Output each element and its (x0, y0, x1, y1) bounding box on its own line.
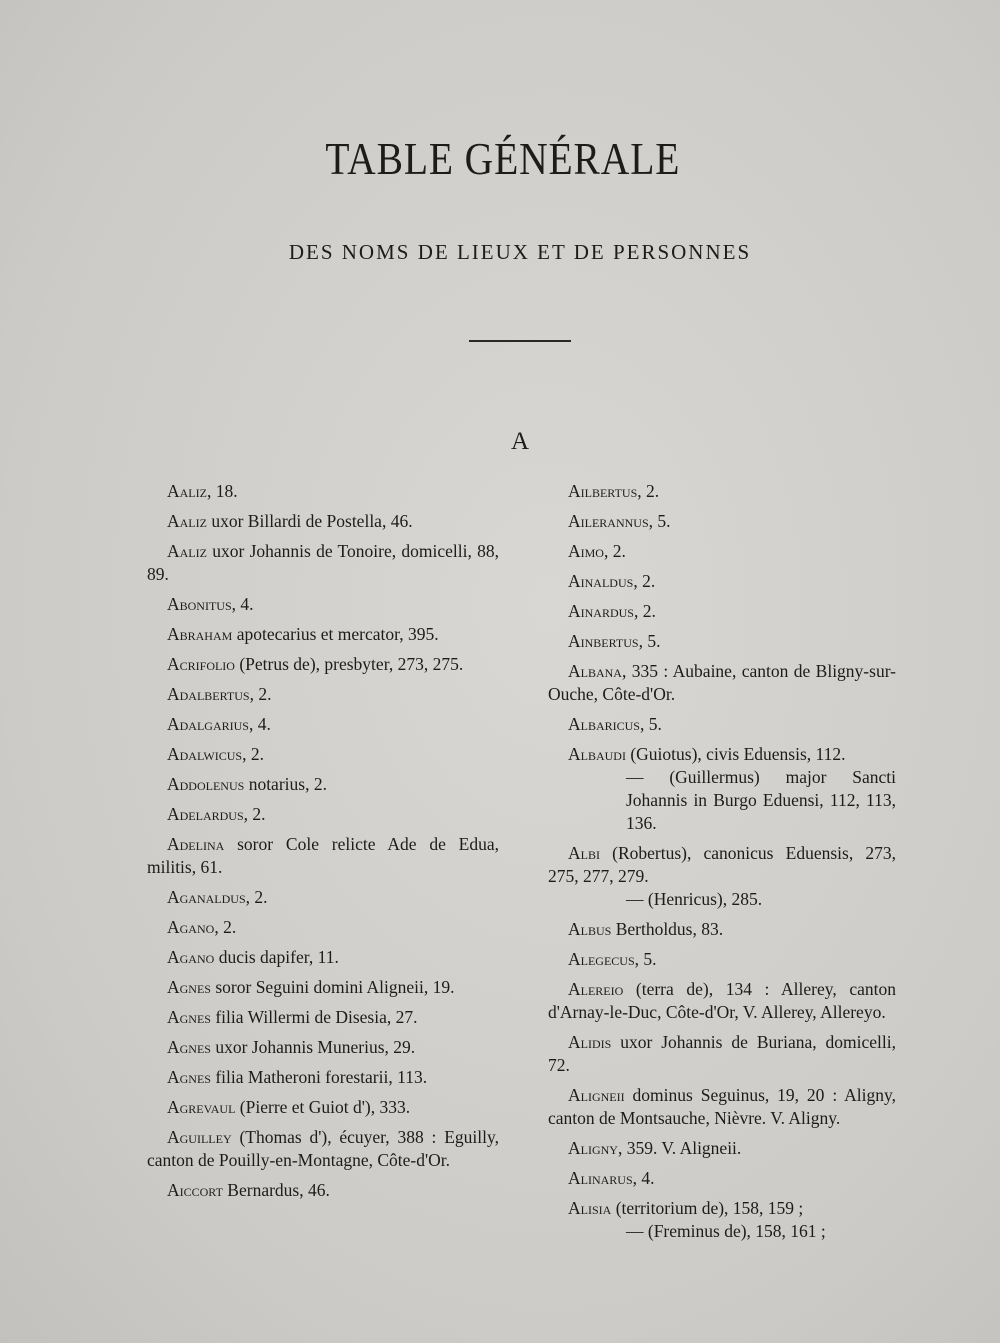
entry-text: (Guiotus), civis Eduensis, 112. (625, 744, 846, 764)
entry-text: , 18. (206, 481, 238, 501)
index-entry (548, 713, 896, 736)
entry-text: (terra de), 134 : Allerey, canton d'Arnay-le-Duc, Côte-d'Or, V. Allerey, Allereyo. (548, 979, 896, 1022)
entry-text: , 4. (632, 1168, 655, 1188)
entry-text: , 2. (633, 601, 656, 621)
entry-text: , 4. (231, 594, 254, 614)
entry-headword: Alisia (568, 1198, 612, 1218)
entry-text: , 5. (639, 714, 662, 734)
entry-text: , 359. V. Aligneii. (617, 1138, 742, 1158)
index-entry (548, 1137, 896, 1160)
entry-text: , 2. (245, 887, 268, 907)
entry-text: (Thomas d'), écuyer, 388 : Eguilly, canton de Pouilly-en-Montagne, Côte-d'Or. (147, 1127, 499, 1170)
entry-text: , 2. (242, 744, 264, 764)
entry-text: filia Willermi de Disesia, 27. (210, 1007, 418, 1027)
index-column-right (548, 480, 896, 1250)
divider-rule (469, 340, 571, 342)
entry-headword: Alegecus (568, 949, 635, 969)
entry-headword: Agnes (167, 977, 211, 997)
entry-headword: Acrifolio (167, 654, 235, 674)
index-entry (147, 1006, 499, 1029)
index-entry (548, 1031, 896, 1077)
section-letter: A (510, 428, 530, 455)
index-entry (147, 803, 499, 826)
index-entry (548, 1084, 896, 1130)
index-entry (147, 743, 499, 766)
entry-text: , 2. (243, 804, 266, 824)
entry-headword: Albaricus (568, 714, 640, 734)
entry-text: apotecarius et mercator, 395. (232, 624, 439, 644)
index-entry (548, 918, 896, 941)
index-entry (147, 1179, 499, 1202)
entry-text: , 2. (249, 684, 272, 704)
entry-headword: Aimo (568, 541, 604, 561)
entry-headword: Agnes (167, 1007, 211, 1027)
entry-text: , 2. (637, 481, 660, 501)
index-entry (548, 600, 896, 623)
entry-headword: Agano (167, 947, 215, 967)
entry-headword: Albi (568, 843, 600, 863)
index-entry (147, 713, 499, 736)
index-entry (147, 976, 499, 999)
index-entry (548, 510, 896, 533)
index-entry (147, 916, 499, 939)
index-column-left (147, 480, 499, 1209)
entry-headword: Aaliz (167, 481, 207, 501)
entry-headword: Albus (568, 919, 612, 939)
entry-headword: Aligny (568, 1138, 618, 1158)
index-entry (147, 886, 499, 909)
entry-text: Bernardus, 46. (222, 1180, 330, 1200)
entry-headword: Ainaldus (568, 571, 634, 591)
entry-continuation: — (Henricus), 285. (626, 889, 763, 909)
index-entry (548, 978, 896, 1024)
entry-headword: Agnes (167, 1067, 211, 1087)
entry-headword: Ainardus (568, 601, 634, 621)
entry-text: , 5. (648, 511, 671, 531)
entry-text: , 5. (638, 631, 661, 651)
index-entry (548, 948, 896, 971)
entry-headword: Alidis (568, 1032, 612, 1052)
entry-text: (Pierre et Guiot d'), 333. (235, 1097, 411, 1117)
entry-text: , 2. (633, 571, 656, 591)
entry-headword: Adalwicus (167, 744, 243, 764)
entry-text: dominus Seguinus, 19, 20 : Aligny, canton de Montsauche, Nièvre. V. Aligny. (548, 1085, 896, 1128)
index-entry (147, 1066, 499, 1089)
index-entry (147, 480, 499, 503)
index-entry (548, 630, 896, 653)
entry-headword: Agnes (167, 1037, 211, 1057)
index-entry (147, 593, 499, 616)
entry-headword: Ailerannus (568, 511, 649, 531)
index-entry (147, 623, 499, 646)
entry-text: , 5. (634, 949, 657, 969)
entry-text: notarius, 2. (244, 774, 327, 794)
index-entry (548, 842, 896, 911)
page-title: TABLE GÉNÉRALE (325, 133, 681, 184)
entry-headword: Ailbertus (568, 481, 638, 501)
index-entry (147, 773, 499, 796)
entry-headword: Aaliz (167, 541, 207, 561)
entry-headword: Aiccort (167, 1180, 223, 1200)
index-entry (147, 1126, 499, 1172)
entry-text: uxor Johannis Munerius, 29. (210, 1037, 416, 1057)
entry-headword: Aligneii (568, 1085, 625, 1105)
entry-continuation: — (Guillermus) major Sancti Johannis in Burgo Eduensi, 112, 113, 136. (626, 767, 896, 833)
entry-text: Bertholdus, 83. (611, 919, 724, 939)
index-entry (548, 570, 896, 593)
index-entry (147, 653, 499, 676)
entry-text: , 2. (214, 917, 237, 937)
entry-text: , 335 : Aubaine, canton de Bligny-sur-Ouche, Côte-d'Or. (548, 661, 896, 704)
page-subtitle: DES NOMS DE LIEUX ET DE PERSONNES (288, 240, 752, 264)
entry-text: (territorium de), 158, 159 ; (611, 1198, 804, 1218)
entry-text: uxor Johannis de Buriana, domicelli, 72. (548, 1032, 896, 1075)
entry-headword: Adelina (167, 834, 225, 854)
index-entry (548, 1167, 896, 1190)
index-entry (548, 1197, 896, 1243)
entry-headword: Abonitus (167, 594, 232, 614)
index-entry (147, 1036, 499, 1059)
entry-headword: Agano (167, 917, 215, 937)
entry-headword: Albana (568, 661, 622, 681)
entry-headword: Alinarus (568, 1168, 633, 1188)
entry-headword: Adalgarius (167, 714, 249, 734)
entry-headword: Agrevaul (167, 1097, 236, 1117)
entry-text: filia Matheroni forestarii, 113. (210, 1067, 428, 1087)
entry-continuation: — (Freminus de), 158, 161 ; (626, 1221, 826, 1241)
index-entry (147, 683, 499, 706)
index-entry (548, 660, 896, 706)
entry-text: soror Seguini domini Aligneii, 19. (210, 977, 455, 997)
entry-headword: Aaliz (167, 511, 207, 531)
entry-text: , 4. (248, 714, 271, 734)
entry-headword: Addolenus (167, 774, 245, 794)
index-entry (147, 1096, 499, 1119)
entry-headword: Adelardus (167, 804, 244, 824)
index-entry (548, 540, 896, 563)
entry-text: ducis dapifer, 11. (214, 947, 339, 967)
entry-text: soror Cole relicte Ade de Edua, militis, 61. (147, 834, 499, 877)
index-entry (548, 743, 896, 835)
index-entry (147, 540, 499, 586)
entry-headword: Aguilley (167, 1127, 232, 1147)
entry-text: uxor Billardi de Postella, 46. (206, 511, 413, 531)
entry-text: , 2. (603, 541, 626, 561)
entry-headword: Alereio (568, 979, 624, 999)
entry-text: (Petrus de), presbyter, 273, 275. (234, 654, 464, 674)
entry-headword: Albaudi (568, 744, 626, 764)
index-entry (147, 510, 499, 533)
entry-text: (Robertus), canonicus Eduensis, 273, 275, 277, 279. (548, 843, 896, 886)
index-entry (147, 946, 499, 969)
index-entry (548, 480, 896, 503)
entry-headword: Ainbertus (568, 631, 639, 651)
index-entry (147, 833, 499, 879)
entry-headword: Adalbertus (167, 684, 250, 704)
entry-headword: Aganaldus (167, 887, 246, 907)
entry-text: uxor Johannis de Tonoire, domicelli, 88, 89. (147, 541, 499, 584)
entry-headword: Abraham (167, 624, 233, 644)
